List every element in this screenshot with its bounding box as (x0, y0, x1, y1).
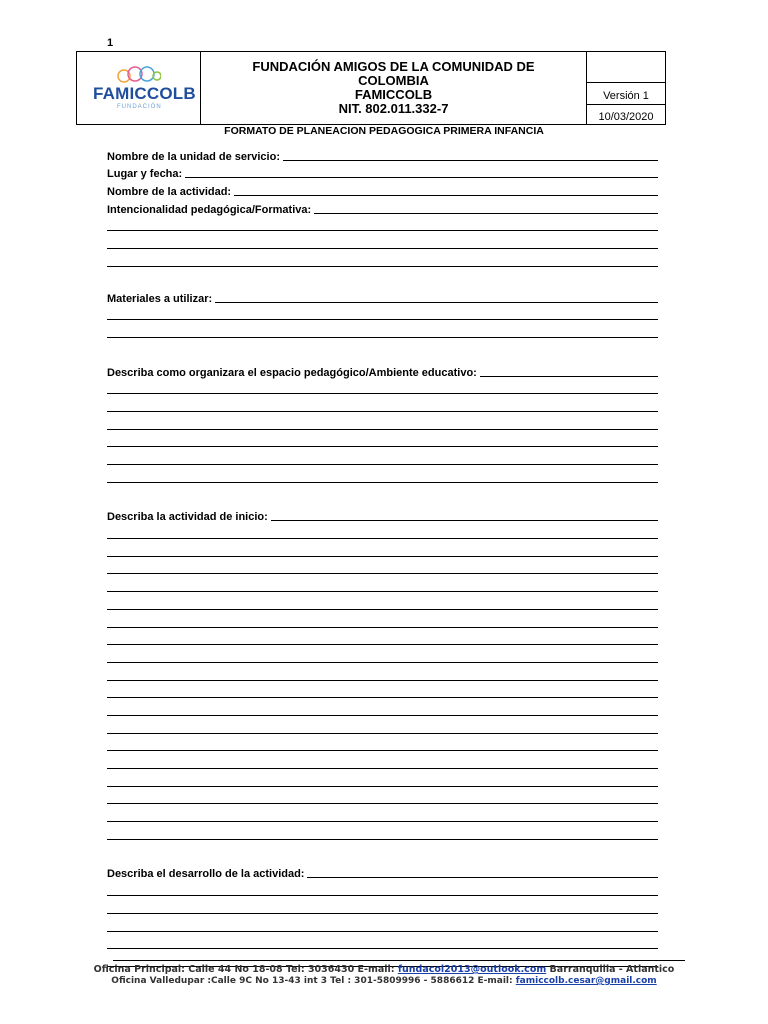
blank-line[interactable] (107, 899, 658, 917)
field-intencionalidad[interactable] (107, 199, 658, 217)
answer-line[interactable] (480, 376, 658, 377)
blank-line[interactable] (107, 917, 658, 935)
blank-line[interactable] (107, 684, 658, 702)
field-label: Describa el desarrollo de la actividad: (107, 868, 305, 881)
blank-line[interactable] (107, 234, 658, 252)
field-desarrollo[interactable] (107, 864, 658, 882)
blank-line[interactable] (107, 595, 658, 613)
blank-line[interactable] (107, 648, 658, 666)
header-title (201, 52, 587, 124)
answer-line[interactable] (283, 160, 658, 161)
blank-line[interactable] (107, 560, 658, 578)
blank-line[interactable] (107, 433, 658, 451)
blank-line[interactable] (107, 631, 658, 649)
footer-valledupar-office: Oficina Valledupar :Calle 9C No 13-43 int 3 Tel : 301-5809996 - 5886612 E-mail: famiccolb.cesar@gmail.com (111, 976, 657, 986)
blank-line[interactable] (107, 397, 658, 415)
blank-line[interactable] (107, 754, 658, 772)
logo-subtitle: FUNDACIÓN (117, 104, 162, 110)
blank-line[interactable] (107, 542, 658, 560)
blank-line[interactable] (107, 577, 658, 595)
form-body (107, 146, 658, 970)
blank-line[interactable] (107, 524, 658, 542)
meta-blank (587, 52, 665, 83)
blank-line[interactable] (107, 468, 658, 486)
blank-line[interactable] (107, 807, 658, 825)
field-materiales[interactable] (107, 288, 658, 306)
blank-line[interactable] (107, 450, 658, 468)
answer-line[interactable] (307, 877, 658, 878)
blank-line[interactable] (107, 772, 658, 790)
answer-line[interactable] (234, 195, 658, 196)
children-faces-icon (117, 64, 161, 86)
logo (77, 52, 201, 124)
answer-line[interactable] (271, 520, 658, 521)
blank-line[interactable] (107, 719, 658, 737)
blank-line[interactable] (107, 415, 658, 433)
field-label: Intencionalidad pedagógica/Formativa: (107, 203, 312, 216)
form-title: FORMATO DE PLANEACION PEDAGOGICA PRIMERA INFANCIA (224, 125, 544, 137)
answer-line[interactable] (314, 213, 658, 214)
field-label: Nombre de la unidad de servicio: (107, 150, 280, 163)
blank-line[interactable] (107, 323, 658, 341)
field-unidad[interactable] (107, 146, 658, 164)
blank-line[interactable] (107, 217, 658, 235)
blank-line[interactable] (107, 252, 658, 270)
answer-line[interactable] (215, 302, 658, 303)
blank-line[interactable] (107, 737, 658, 755)
main-office-email-link[interactable]: fundacol2013@outlook.com (397, 964, 547, 975)
header-meta (587, 52, 665, 124)
title-line-3: FAMICCOLB (354, 87, 433, 102)
field-inicio[interactable] (107, 507, 658, 525)
field-label: Nombre de la actividad: (107, 186, 232, 199)
blank-line[interactable] (107, 790, 658, 808)
blank-line[interactable] (107, 306, 658, 324)
field-lugar[interactable] (107, 164, 658, 182)
valledupar-email-link[interactable]: famiccolb.cesar@gmail.com (515, 976, 657, 986)
title-line-2: COLOMBIA (358, 73, 429, 88)
footer-main-office: Oficina Principal: Calle 44 No 18-08 Tel: 3036430 E-mail: fundacol2013@outlook.com Barranquilla - Atlantico (93, 964, 675, 975)
blank-line[interactable] (107, 825, 658, 843)
blank-line[interactable] (107, 701, 658, 719)
title-line-1: FUNDACIÓN AMIGOS DE LA COMUNIDAD DE (252, 59, 535, 74)
title-line-4: NIT. 802.011.332-7 (338, 101, 449, 116)
field-actividad[interactable] (107, 181, 658, 199)
logo-wordmark: FAMICCOLB (93, 84, 196, 103)
version-date: 10/03/2020 (598, 111, 654, 123)
page-number: 1 (107, 37, 114, 49)
blank-line[interactable] (107, 380, 658, 398)
version-label: Versión 1 (587, 83, 665, 105)
field-label: Describa la actividad de inicio: (107, 511, 268, 524)
answer-line[interactable] (185, 177, 658, 178)
footer-divider (113, 960, 685, 961)
blank-line[interactable] (107, 881, 658, 899)
blank-line[interactable] (107, 666, 658, 684)
document-header (76, 51, 666, 125)
blank-line[interactable] (107, 935, 658, 953)
blank-line[interactable] (107, 613, 658, 631)
field-espacio[interactable] (107, 362, 658, 380)
field-label: Lugar y fecha: (107, 168, 183, 181)
field-label: Materiales a utilizar: (107, 292, 213, 305)
field-label: Describa como organizara el espacio pedagógico/Ambiente educativo: (107, 366, 477, 379)
